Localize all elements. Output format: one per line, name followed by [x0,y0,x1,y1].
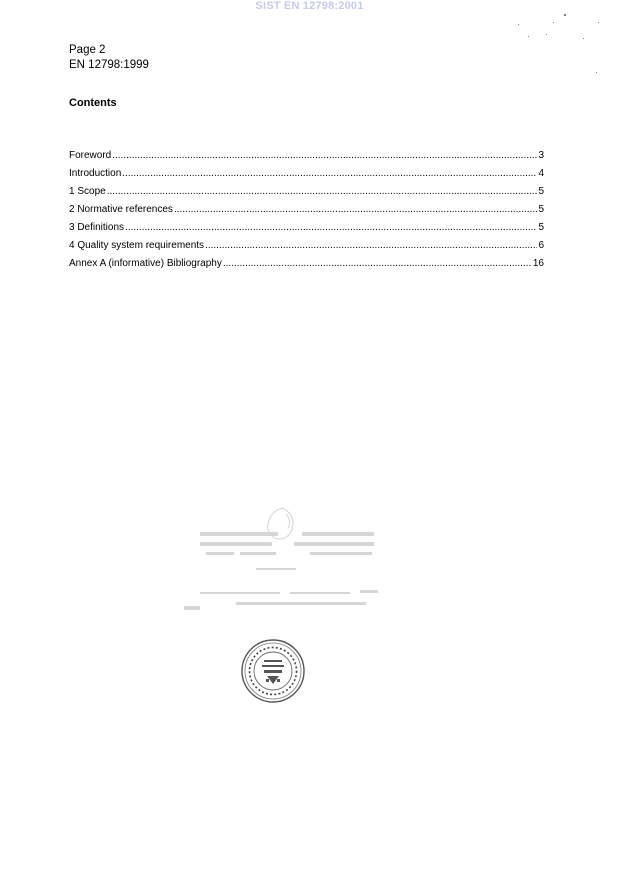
table-of-contents [69,147,544,273]
toc-leader-dots [125,219,537,237]
toc-entry-page: 5 [538,204,544,215]
toc-entry-foreword[interactable] [69,147,544,165]
scan-speck [553,22,554,23]
scan-speck [596,72,597,73]
toc-leader-dots [205,237,537,255]
toc-entry-label: 4 Quality system requirements [69,240,205,251]
toc-entry-annex-a-bibliography[interactable] [69,255,544,273]
toc-entry-page: 6 [538,240,544,251]
toc-entry-page: 5 [538,186,544,197]
toc-entry-scope[interactable] [69,183,544,201]
round-official-seal-icon [240,638,306,704]
watermark-text: SIST EN 12798:2001 [255,0,364,12]
toc-entry-definitions[interactable] [69,219,544,237]
toc-entry-label: 3 Definitions [69,222,125,233]
scan-speck [598,22,599,23]
toc-leader-dots [223,255,532,273]
page-number-label: Page 2 [69,44,106,56]
toc-entry-label: 2 Normative references [69,204,173,215]
toc-entry-page: 3 [538,150,544,161]
page-header [69,43,149,73]
toc-leader-dots [174,201,538,219]
scan-speck [583,38,584,39]
scan-speck [564,14,566,16]
toc-entry-label: Foreword [69,150,112,161]
toc-entry-quality-system-requirements[interactable] [69,237,544,255]
scan-speck [546,34,547,35]
scan-speck [528,36,529,37]
toc-leader-dots [112,147,537,165]
toc-entry-label: Annex A (informative) Bibliography [69,258,222,269]
document-id: EN 12798:1999 [69,59,149,71]
toc-entry-normative-references[interactable] [69,201,544,219]
faded-institute-stamp-icon [160,500,400,620]
toc-entry-label: 1 Scope [69,186,106,197]
toc-entry-page: 16 [532,258,544,269]
toc-entry-introduction[interactable] [69,165,544,183]
contents-heading: Contents [69,97,117,109]
toc-entry-page: 5 [538,222,544,233]
toc-leader-dots [122,165,537,183]
toc-leader-dots [107,183,538,201]
toc-entry-label: Introduction [69,168,122,179]
scan-speck [518,24,519,25]
toc-entry-page: 4 [538,168,544,179]
